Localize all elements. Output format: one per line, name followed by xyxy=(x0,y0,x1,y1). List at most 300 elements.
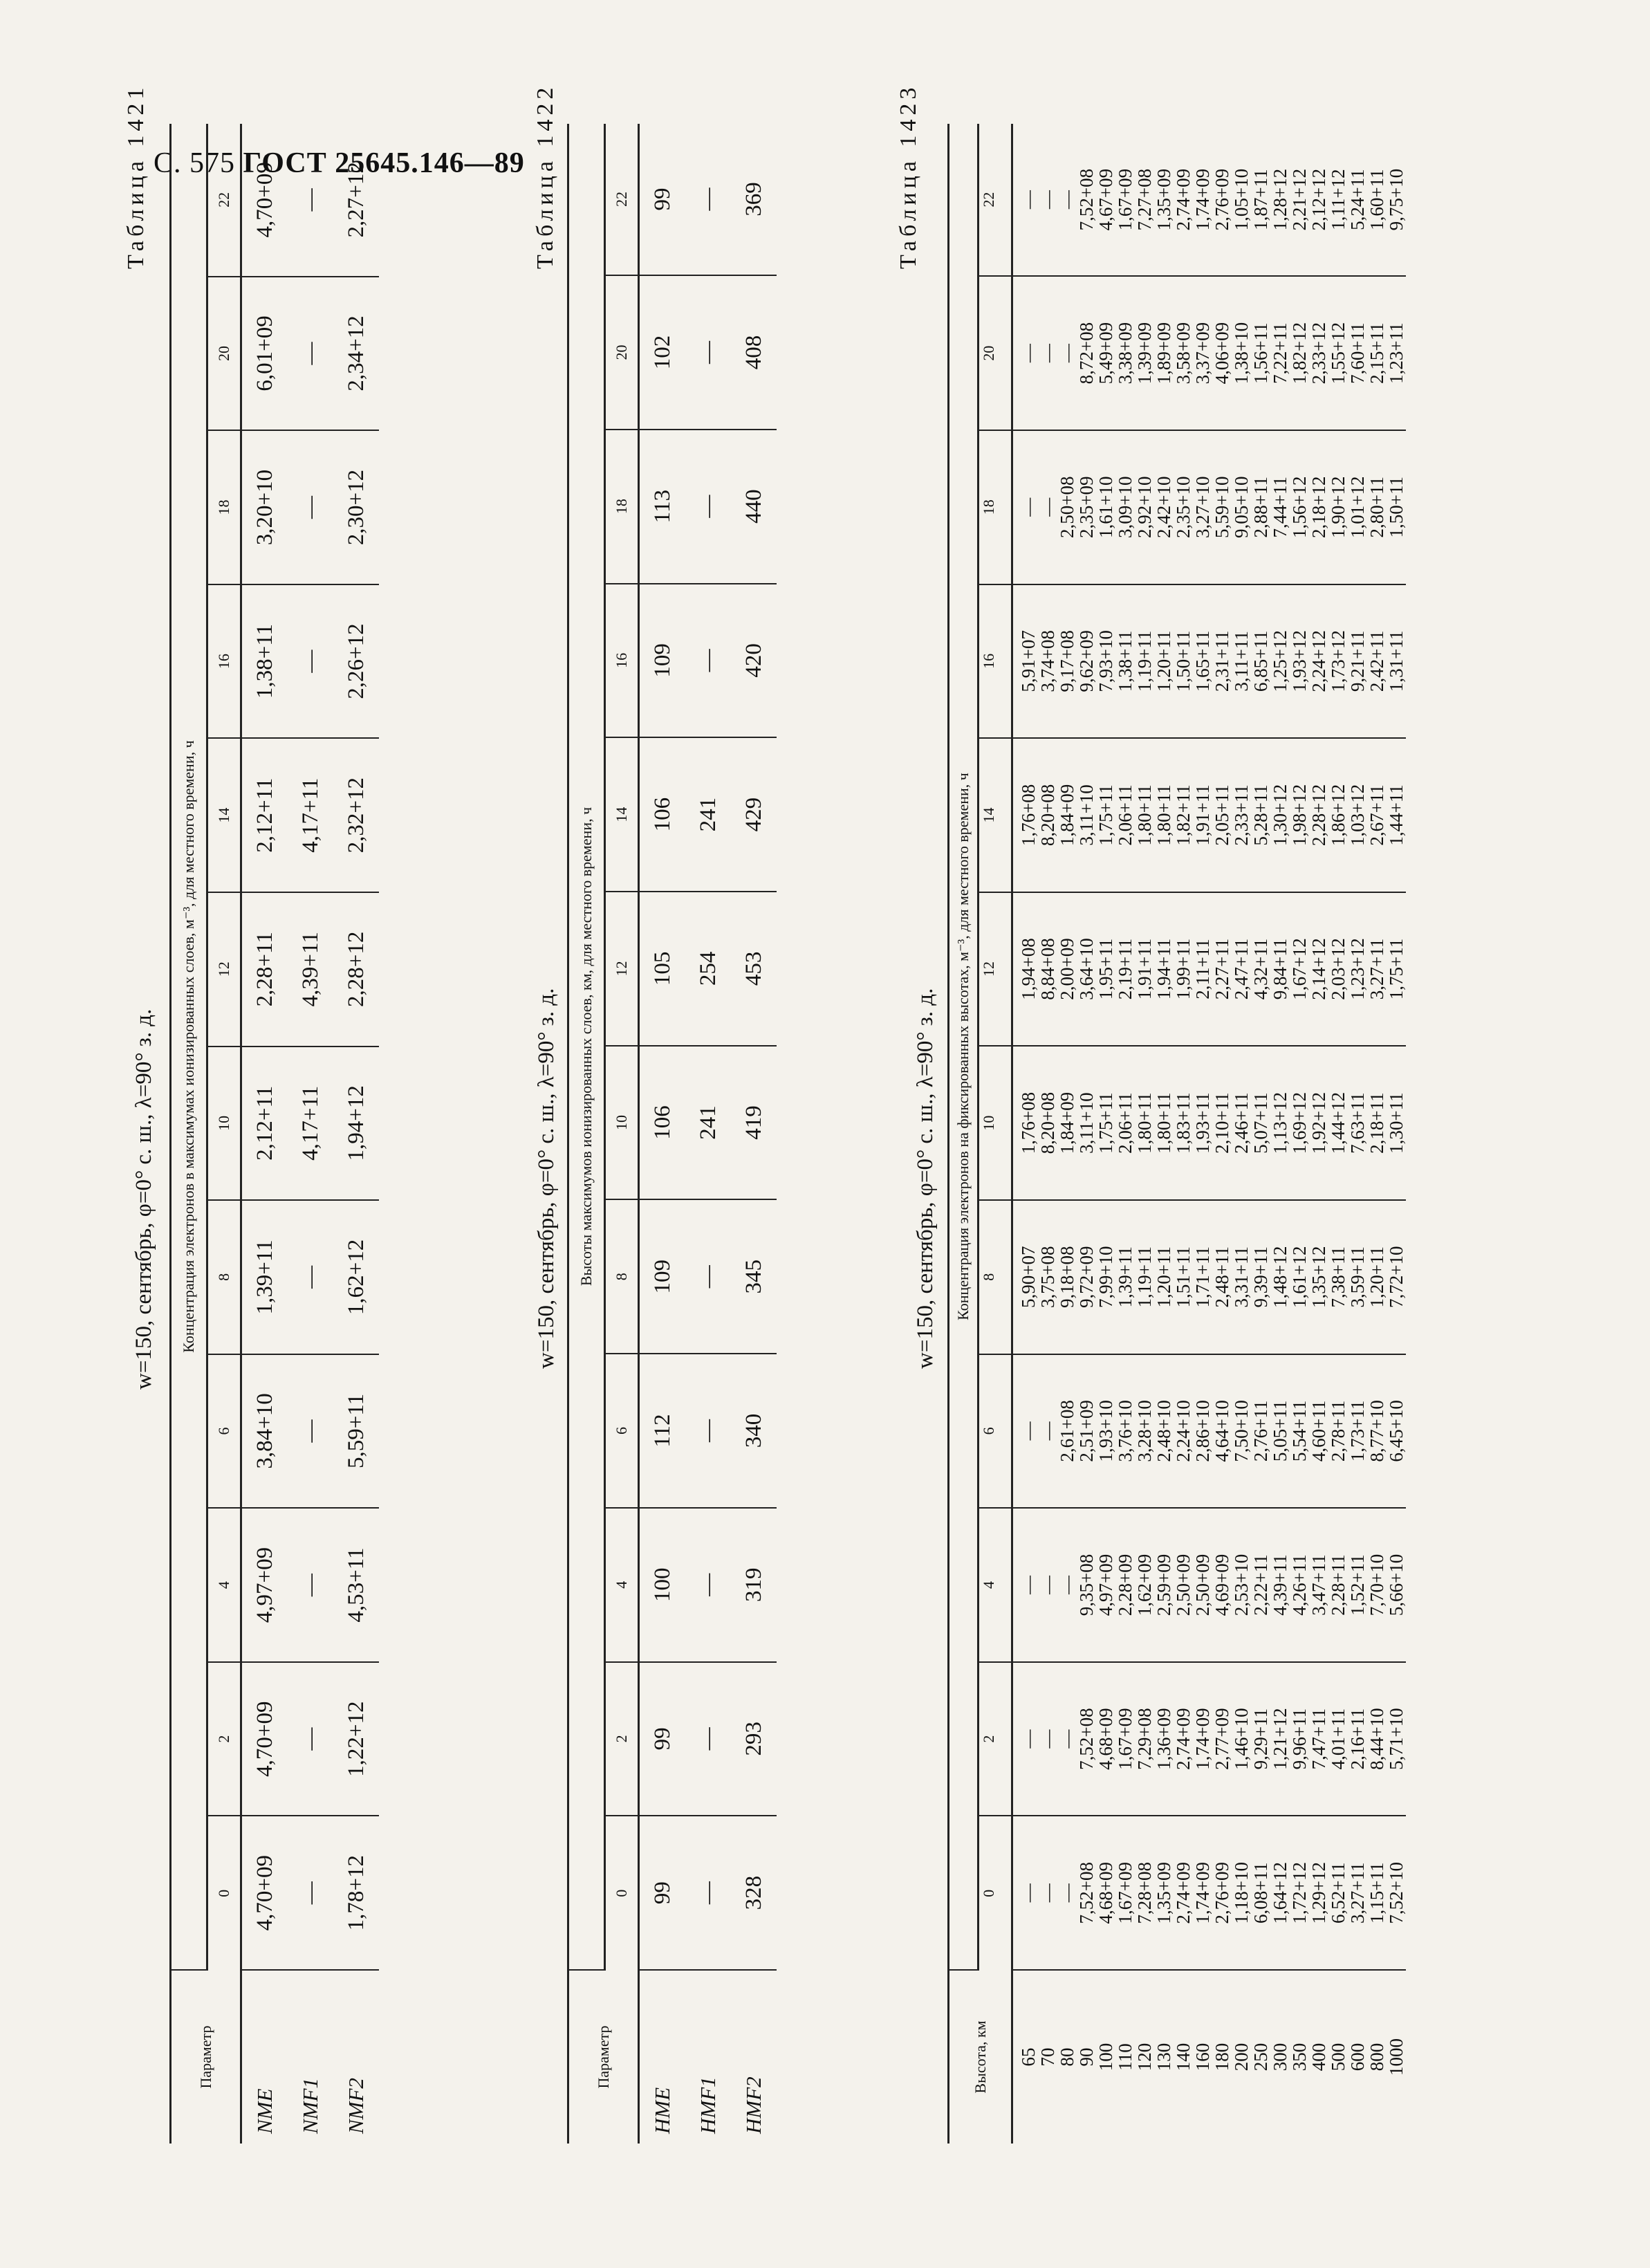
value-cell: 1,61+12 xyxy=(1289,1246,1310,1308)
value-cell: 1,74+09 xyxy=(1192,1708,1213,1770)
value-cell: — xyxy=(1018,190,1039,210)
value-cell: 7,50+10 xyxy=(1231,1400,1252,1462)
value-cell: 2,28+11 xyxy=(1328,1554,1348,1616)
value-cell: 5,28+11 xyxy=(1250,784,1271,846)
value-cell: 4,68+09 xyxy=(1095,1708,1116,1770)
value-cell: — xyxy=(1037,1421,1058,1441)
value-cell: 2,77+09 xyxy=(1212,1708,1232,1770)
value-cell: 1,80+11 xyxy=(1134,784,1155,846)
value-cell: 9,29+11 xyxy=(1250,1708,1271,1770)
value-cell: 2,33+12 xyxy=(1308,322,1329,385)
table-cell: — xyxy=(288,124,333,277)
value-cell: 1,72+12 xyxy=(1289,1861,1310,1924)
table-cell: 340 xyxy=(731,1354,777,1508)
value-cell: 3,11+11 xyxy=(1231,631,1252,692)
table-cell: 4,70+09 xyxy=(241,1662,288,1816)
value-cell: 1,23+11 xyxy=(1386,322,1407,384)
hour-header: 18 xyxy=(605,430,639,584)
value-cell: 7,99+10 xyxy=(1095,1246,1116,1308)
table-cell: 2,28+11 xyxy=(241,892,288,1047)
table-row xyxy=(288,124,333,2143)
value-cell: 4,97+09 xyxy=(1095,1554,1116,1616)
table-cell: — xyxy=(288,430,333,584)
hour-header: 14 xyxy=(979,738,1012,892)
table-cell: 99 xyxy=(639,1816,686,1970)
value-cell: 7,63+11 xyxy=(1347,1092,1368,1154)
height-value: 250 xyxy=(1250,2043,1271,2072)
value-cell: 1,35+09 xyxy=(1153,168,1174,231)
value-cell: 7,22+11 xyxy=(1270,322,1290,384)
value-cell: 2,78+11 xyxy=(1328,1400,1348,1462)
table-cell: 453 xyxy=(731,892,777,1046)
hour-header: 2 xyxy=(979,1662,1012,1816)
height-value: 90 xyxy=(1076,2047,1097,2067)
value-cell: 1,51+11 xyxy=(1173,1246,1194,1308)
table-cell: 2,12+11 xyxy=(241,738,288,892)
value-cell: 3,27+10 xyxy=(1192,476,1213,538)
value-cell: 1,84+09 xyxy=(1057,1091,1077,1154)
table-cell: 106 xyxy=(639,737,686,892)
value-cell: 3,11+10 xyxy=(1076,784,1097,846)
height-value: 350 xyxy=(1289,2043,1310,2072)
value-cell: 1,28+12 xyxy=(1270,168,1290,231)
table-cell: 2,26+12 xyxy=(333,584,379,739)
value-cell: 1,89+09 xyxy=(1153,322,1174,385)
value-cell: 7,52+08 xyxy=(1076,1708,1097,1770)
value-cell: 8,44+10 xyxy=(1366,1708,1387,1770)
value-cell: 2,92+10 xyxy=(1134,476,1155,538)
table-body-row xyxy=(1012,124,1407,2143)
value-cell: 5,24+11 xyxy=(1347,169,1368,230)
value-cell: 1,74+09 xyxy=(1192,1861,1213,1924)
table-1421-caption: Таблица 1421 xyxy=(123,83,149,269)
value-cell: 9,21+11 xyxy=(1347,630,1368,692)
value-cell: 1,46+10 xyxy=(1231,1708,1252,1770)
value-cell: 7,29+08 xyxy=(1134,1708,1155,1770)
table-cell: — xyxy=(685,1354,731,1508)
document-code: ГОСТ 25645.146—89 xyxy=(243,147,525,179)
value-cell: 2,28+12 xyxy=(1308,784,1329,847)
value-cell: 1,82+12 xyxy=(1289,322,1310,385)
value-cell: 1,44+12 xyxy=(1328,1091,1348,1154)
value-cell: 1,82+11 xyxy=(1173,784,1194,846)
height-value: 800 xyxy=(1366,2043,1387,2072)
table-cell: 440 xyxy=(731,430,777,584)
table-cell: 420 xyxy=(731,584,777,738)
value-cell: 4,01+11 xyxy=(1328,1708,1348,1770)
value-cell: 6,52+11 xyxy=(1328,1862,1348,1924)
hour-header: 4 xyxy=(979,1508,1012,1662)
hour-header: 6 xyxy=(979,1354,1012,1509)
height-value: 500 xyxy=(1328,2043,1348,2072)
value-cell: 3,27+11 xyxy=(1347,1862,1368,1924)
value-cell: 7,52+08 xyxy=(1076,168,1097,231)
table-cell: — xyxy=(288,1354,333,1509)
value-cell: 1,39+09 xyxy=(1134,322,1155,385)
hour-header: 10 xyxy=(207,1047,241,1201)
value-cell: 1,20+11 xyxy=(1153,630,1174,692)
table-1422 xyxy=(567,124,777,2143)
value-cell: 1,60+11 xyxy=(1366,169,1387,230)
value-cell: 2,74+09 xyxy=(1173,168,1194,231)
value-cell: 2,28+09 xyxy=(1115,1554,1135,1616)
height-value: 120 xyxy=(1134,2043,1155,2072)
value-cell: 1,98+12 xyxy=(1289,784,1310,847)
value-cell: 2,42+10 xyxy=(1153,476,1174,538)
table-cell: — xyxy=(288,1662,333,1816)
table-cell: 328 xyxy=(731,1816,777,1970)
hour-header: 0 xyxy=(979,1816,1012,1970)
value-cell: 1,03+12 xyxy=(1347,784,1368,847)
table-1422-caption: Таблица 1422 xyxy=(532,83,558,269)
height-value: 70 xyxy=(1037,2047,1058,2067)
value-cell: 2,74+09 xyxy=(1173,1708,1194,1770)
value-cell: 1,11+12 xyxy=(1328,169,1348,230)
value-cell: 1,75+11 xyxy=(1095,784,1116,846)
value-cell: 1,19+11 xyxy=(1134,1246,1155,1308)
value-cell: 1,84+09 xyxy=(1057,784,1077,847)
param-name: HME xyxy=(650,2087,674,2134)
value-cell: 1,91+11 xyxy=(1134,938,1155,1000)
value-cell: 1,23+12 xyxy=(1347,938,1368,1000)
hour-header: 8 xyxy=(207,1200,241,1354)
table-row xyxy=(639,124,686,2143)
value-cell: 1,52+11 xyxy=(1347,1554,1368,1616)
param-name: NME xyxy=(252,2088,277,2134)
table-cell: 241 xyxy=(685,1046,731,1200)
value-cell: 2,06+11 xyxy=(1115,784,1135,846)
height-value: 180 xyxy=(1212,2043,1232,2072)
value-cell: 2,50+09 xyxy=(1173,1554,1194,1616)
table-cell: 100 xyxy=(639,1508,686,1662)
value-cell: 2,35+09 xyxy=(1076,476,1097,538)
hour-header: 16 xyxy=(979,584,1012,739)
param-name: NMF1 xyxy=(298,2078,322,2134)
table-cell: — xyxy=(288,1200,333,1354)
value-cell: 2,51+09 xyxy=(1076,1400,1097,1462)
value-cell: 1,76+08 xyxy=(1018,784,1039,847)
table-cell: — xyxy=(288,277,333,431)
value-cell: 1,67+09 xyxy=(1115,1708,1135,1770)
table-cell: — xyxy=(288,1508,333,1662)
value-cell: 1,95+11 xyxy=(1095,938,1116,1000)
value-cell: 1,29+12 xyxy=(1308,1861,1329,1924)
hour-header: 22 xyxy=(979,124,1012,276)
value-cell: 3,64+10 xyxy=(1076,938,1097,1000)
table-cell: 6,01+09 xyxy=(241,277,288,431)
value-cell: 5,66+10 xyxy=(1386,1554,1407,1616)
value-cell: 8,84+08 xyxy=(1037,938,1058,1000)
hour-header: 14 xyxy=(207,738,241,892)
table-1421-title: w=150, сентябрь, φ=0° с. ш., λ=90° з. д. xyxy=(131,1008,156,1390)
value-cell: 2,53+10 xyxy=(1231,1554,1252,1616)
value-cell: 7,47+11 xyxy=(1308,1708,1329,1770)
value-cell: — xyxy=(1037,1883,1058,1903)
value-cell: 2,47+11 xyxy=(1231,938,1252,1000)
height-value: 600 xyxy=(1347,2043,1368,2072)
value-cell: 1,56+12 xyxy=(1289,476,1310,538)
value-cell: 1,74+09 xyxy=(1192,168,1213,231)
table-cell: 4,39+11 xyxy=(288,892,333,1047)
hours-row xyxy=(979,124,1012,2143)
value-cell: 2,16+11 xyxy=(1347,1708,1368,1770)
hour-header: 6 xyxy=(207,1354,241,1509)
value-cell: 1,21+12 xyxy=(1270,1708,1290,1770)
value-cell: 1,94+11 xyxy=(1153,938,1174,1000)
value-cell: 1,91+11 xyxy=(1192,784,1213,846)
value-cell: 1,55+12 xyxy=(1328,322,1348,385)
value-cell: 2,10+11 xyxy=(1212,1092,1232,1154)
param-name: NMF2 xyxy=(344,2078,368,2134)
value-cell: 1,69+12 xyxy=(1289,1091,1310,1154)
table-row xyxy=(241,124,288,2143)
value-cell: 1,61+10 xyxy=(1095,476,1116,538)
table-cell: — xyxy=(685,1662,731,1816)
table-cell: — xyxy=(685,430,731,584)
height-value: 140 xyxy=(1173,2043,1194,2072)
hour-header: 22 xyxy=(605,124,639,275)
value-cell: 1,19+11 xyxy=(1134,630,1155,692)
value-cell: 2,18+12 xyxy=(1308,476,1329,538)
table-cell: — xyxy=(288,584,333,739)
value-column xyxy=(1012,276,1407,430)
value-cell: 5,71+10 xyxy=(1386,1708,1407,1770)
value-cell: 2,19+11 xyxy=(1115,938,1135,1000)
value-cell: 7,38+11 xyxy=(1328,1246,1348,1308)
value-cell: 1,36+09 xyxy=(1153,1708,1174,1770)
value-cell: 7,52+10 xyxy=(1386,1861,1407,1924)
value-cell: 4,68+09 xyxy=(1095,1861,1116,1924)
table-cell: 369 xyxy=(731,124,777,275)
value-cell: 1,25+12 xyxy=(1270,630,1290,692)
value-cell: 4,32+11 xyxy=(1250,938,1271,1000)
value-cell: 7,28+08 xyxy=(1134,1861,1155,1924)
table-cell: 1,62+12 xyxy=(333,1200,379,1354)
value-cell: 2,33+11 xyxy=(1231,784,1252,846)
value-cell: 8,20+08 xyxy=(1037,784,1058,847)
hour-header: 18 xyxy=(207,430,241,584)
value-cell: 1,18+10 xyxy=(1231,1861,1252,1924)
value-cell: 8,72+08 xyxy=(1076,322,1097,385)
param-header: Параметр xyxy=(171,1970,241,2143)
value-cell: 3,76+10 xyxy=(1115,1400,1135,1462)
value-cell: 1,94+08 xyxy=(1018,938,1039,1000)
table-cell: 2,28+12 xyxy=(333,892,379,1047)
hour-header: 4 xyxy=(207,1508,241,1662)
value-cell: 1,93+10 xyxy=(1095,1400,1116,1462)
height-value: 1000 xyxy=(1386,2038,1407,2076)
height-value: 400 xyxy=(1308,2043,1329,2072)
table-1423-title: w=150, сентябрь, φ=0° с. ш., λ=90° з. д. xyxy=(913,988,938,1369)
value-cell: 2,11+11 xyxy=(1192,939,1213,999)
value-cell: 1,38+10 xyxy=(1231,322,1252,385)
value-cell: 3,31+11 xyxy=(1231,1246,1252,1308)
table-cell: 1,38+11 xyxy=(241,584,288,739)
table-cell: 112 xyxy=(639,1354,686,1508)
value-cell: 1,87+11 xyxy=(1250,169,1271,230)
value-cell: 1,30+11 xyxy=(1386,1092,1407,1154)
value-cell: — xyxy=(1057,1883,1077,1903)
value-cell: 1,15+11 xyxy=(1366,1862,1387,1924)
table-cell: 2,12+11 xyxy=(241,1047,288,1201)
value-cell: 1,50+11 xyxy=(1173,630,1194,692)
value-cell: 1,35+12 xyxy=(1308,1246,1329,1308)
value-cell: 1,64+12 xyxy=(1270,1861,1290,1924)
height-value: 200 xyxy=(1231,2043,1252,2072)
value-cell: 2,48+10 xyxy=(1153,1400,1174,1462)
value-cell: 1,71+11 xyxy=(1192,1246,1213,1308)
hour-header: 16 xyxy=(605,584,639,738)
value-cell: 1,73+11 xyxy=(1347,1400,1368,1462)
height-value: 65 xyxy=(1018,2047,1039,2067)
value-cell: 3,11+10 xyxy=(1076,1092,1097,1154)
value-column xyxy=(1012,584,1407,739)
value-cell: 1,35+09 xyxy=(1153,1861,1174,1924)
table-cell: 241 xyxy=(685,737,731,892)
hour-header: 2 xyxy=(605,1662,639,1816)
table-cell: — xyxy=(288,1816,333,1970)
value-cell: — xyxy=(1057,344,1077,363)
value-cell: 2,12+12 xyxy=(1308,168,1329,231)
value-cell: 9,72+09 xyxy=(1076,1246,1097,1308)
value-cell: 2,24+12 xyxy=(1308,630,1329,692)
hours-row xyxy=(605,124,639,2143)
value-cell: 3,37+09 xyxy=(1192,322,1213,385)
value-cell: 7,44+11 xyxy=(1270,476,1290,538)
value-column xyxy=(1012,124,1407,276)
value-cell: 1,86+12 xyxy=(1328,784,1348,847)
table-cell: 99 xyxy=(639,124,686,275)
table-cell: 5,59+11 xyxy=(333,1354,379,1509)
table-row xyxy=(333,124,379,2143)
table-cell: 4,70+09 xyxy=(241,124,288,277)
value-cell: 3,28+10 xyxy=(1134,1400,1155,1462)
hour-header: 16 xyxy=(207,584,241,739)
value-cell: — xyxy=(1018,344,1039,363)
table-cell: 105 xyxy=(639,892,686,1046)
value-cell: — xyxy=(1037,1729,1058,1749)
height-column xyxy=(1012,1970,1407,2143)
value-cell: 6,45+10 xyxy=(1386,1400,1407,1462)
table-1423-caption: Таблица 1423 xyxy=(896,83,921,269)
param-name: HMF2 xyxy=(741,2076,766,2134)
height-value: 160 xyxy=(1192,2043,1213,2072)
table-cell: 1,78+12 xyxy=(333,1816,379,1970)
hour-header: 6 xyxy=(605,1354,639,1508)
table-cell: 408 xyxy=(731,275,777,430)
height-value: 300 xyxy=(1270,2043,1290,2072)
hour-header: 0 xyxy=(207,1816,241,1970)
hour-header: 12 xyxy=(979,892,1012,1047)
value-cell: — xyxy=(1037,190,1058,210)
param-header: Параметр xyxy=(568,1970,639,2143)
value-cell: 2,31+11 xyxy=(1212,630,1232,692)
height-value: 130 xyxy=(1153,2043,1174,2072)
value-cell: 5,49+09 xyxy=(1095,322,1116,385)
value-cell: — xyxy=(1018,1883,1039,1903)
value-cell: 2,74+09 xyxy=(1173,1861,1194,1924)
value-cell: 2,59+09 xyxy=(1153,1554,1174,1616)
value-cell: 4,26+11 xyxy=(1289,1554,1310,1616)
value-cell: 2,24+10 xyxy=(1173,1400,1194,1462)
height-value: 110 xyxy=(1115,2043,1135,2071)
value-cell: 9,75+10 xyxy=(1386,168,1407,231)
value-cell: 1,05+10 xyxy=(1231,168,1252,231)
table-cell: 109 xyxy=(639,584,686,738)
value-cell: 3,75+08 xyxy=(1037,1246,1058,1308)
table-cell: 4,53+11 xyxy=(333,1508,379,1662)
table-1423 xyxy=(947,124,1406,2143)
value-cell: 4,39+11 xyxy=(1270,1554,1290,1616)
table-cell: 99 xyxy=(639,1662,686,1816)
value-cell: 1,39+11 xyxy=(1115,1246,1135,1308)
value-cell: 4,06+09 xyxy=(1212,322,1232,385)
value-cell: 9,17+08 xyxy=(1057,630,1077,692)
table-cell: 102 xyxy=(639,275,686,430)
hour-header: 20 xyxy=(979,276,1012,430)
hour-header: 2 xyxy=(207,1662,241,1816)
value-cell: 5,07+11 xyxy=(1250,1092,1271,1154)
span-header: Концентрация электронов в максимумах ионизированных слоев, м⁻³, для местного времени, ч xyxy=(171,124,207,1970)
value-cell: 9,39+11 xyxy=(1250,1246,1271,1308)
hour-header: 20 xyxy=(605,275,639,430)
value-cell: 3,38+09 xyxy=(1115,322,1135,385)
table-cell: 109 xyxy=(639,1199,686,1354)
table-cell: 2,32+12 xyxy=(333,738,379,892)
value-cell: 1,67+12 xyxy=(1289,938,1310,1000)
value-cell: — xyxy=(1037,497,1058,517)
value-cell: 2,05+11 xyxy=(1212,784,1232,846)
value-cell: 4,67+09 xyxy=(1095,168,1116,231)
value-cell: 1,56+11 xyxy=(1250,322,1271,384)
value-cell: — xyxy=(1018,1575,1039,1594)
value-cell: 2,35+10 xyxy=(1173,476,1194,538)
table-cell: 345 xyxy=(731,1199,777,1354)
height-value: 100 xyxy=(1095,2043,1116,2072)
value-cell: 2,27+11 xyxy=(1212,938,1232,1000)
value-cell: 9,05+10 xyxy=(1231,476,1252,538)
table-cell: 2,30+12 xyxy=(333,430,379,584)
value-cell: 2,06+11 xyxy=(1115,1092,1135,1154)
value-cell: 1,50+11 xyxy=(1386,476,1407,538)
table-row xyxy=(685,124,731,2143)
value-cell: 1,80+11 xyxy=(1153,784,1174,846)
value-cell: 2,21+12 xyxy=(1289,168,1310,231)
table-1422-title: w=150, сентябрь, φ=0° с. ш., λ=90° з. д. xyxy=(534,988,559,1369)
table-cell: 2,34+12 xyxy=(333,277,379,431)
table-cell: 419 xyxy=(731,1046,777,1200)
value-cell: 2,03+12 xyxy=(1328,938,1348,1000)
value-cell: 7,70+10 xyxy=(1366,1554,1387,1616)
value-cell: 7,60+11 xyxy=(1347,322,1368,384)
value-cell: 9,35+08 xyxy=(1076,1554,1097,1616)
value-cell: 1,92+12 xyxy=(1308,1091,1329,1154)
value-column xyxy=(1012,1046,1407,1200)
hour-header: 0 xyxy=(605,1816,639,1970)
value-cell: 1,75+11 xyxy=(1095,1092,1116,1154)
hour-header: 20 xyxy=(207,277,241,431)
value-column xyxy=(1012,1508,1407,1662)
value-cell: 5,59+10 xyxy=(1212,476,1232,538)
value-cell: 1,01+12 xyxy=(1347,476,1368,538)
table-cell: 1,39+11 xyxy=(241,1200,288,1354)
value-cell: 3,09+10 xyxy=(1115,476,1135,538)
value-cell: 2,76+09 xyxy=(1212,1861,1232,1924)
hour-header: 12 xyxy=(207,892,241,1047)
table-cell: 4,70+09 xyxy=(241,1816,288,1970)
value-cell: 3,58+09 xyxy=(1173,322,1194,385)
value-cell: 1,48+12 xyxy=(1270,1246,1290,1308)
